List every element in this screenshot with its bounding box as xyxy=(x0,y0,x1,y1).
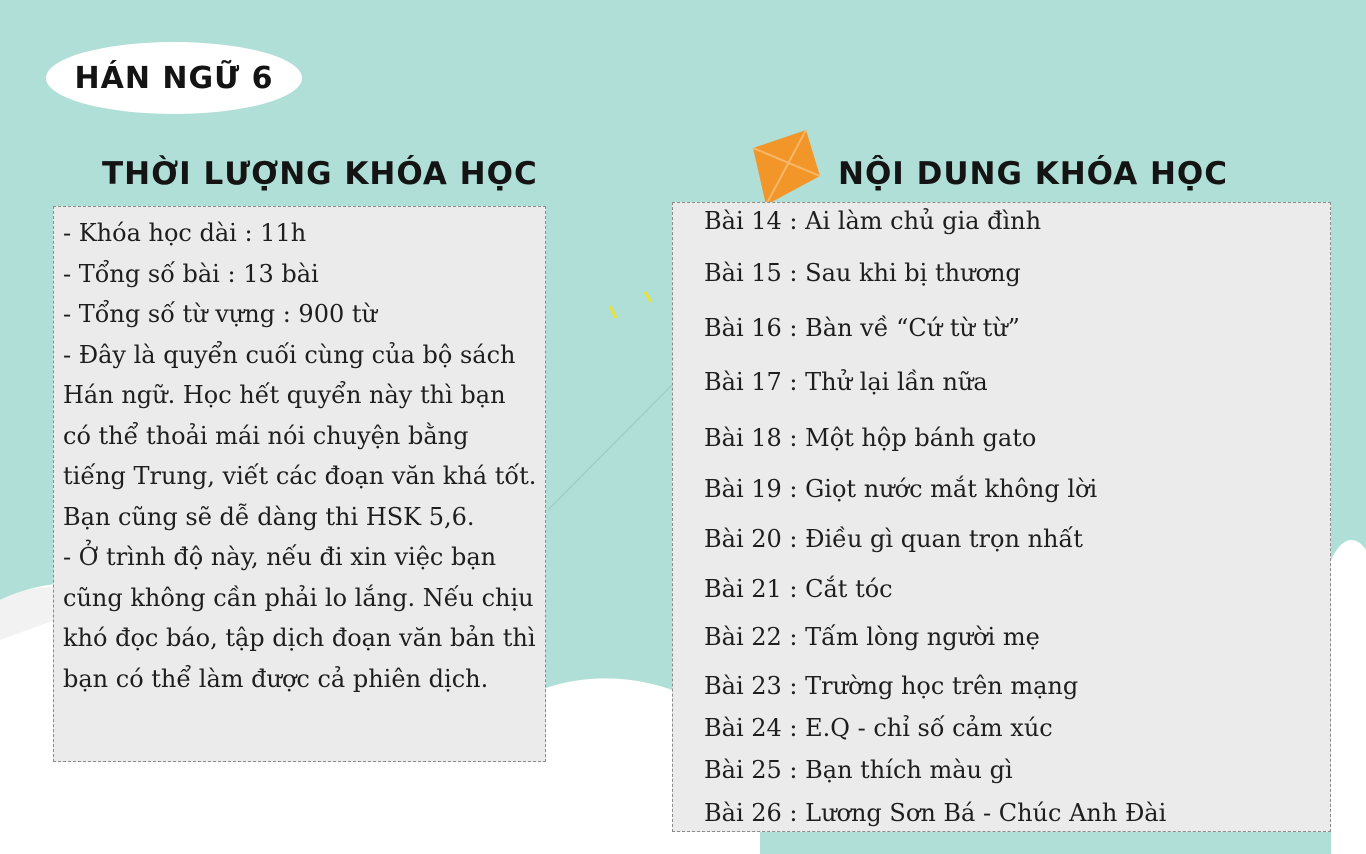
kite-tail-mark xyxy=(610,306,616,318)
lesson-item: Bài 22 : Tấm lòng người mẹ xyxy=(704,623,1040,651)
detail-line: tiếng Trung, viết các đoạn văn khá tốt. xyxy=(63,462,537,490)
detail-line: Hán ngữ. Học hết quyển này thì bạn xyxy=(63,381,506,409)
duration-heading: THỜI LƯỢNG KHÓA HỌC xyxy=(102,156,538,192)
detail-line: - Tổng số từ vựng : 900 từ xyxy=(63,300,377,328)
lesson-item: Bài 18 : Một hộp bánh gato xyxy=(704,424,1037,452)
lesson-item: Bài 16 : Bàn về “Cứ từ từ” xyxy=(704,314,1020,342)
lesson-item: Bài 17 : Thử lại lần nữa xyxy=(704,368,988,396)
lesson-item: Bài 15 : Sau khi bị thương xyxy=(704,259,1021,287)
detail-line: Bạn cũng sẽ dễ dàng thi HSK 5,6. xyxy=(63,502,475,531)
content-heading: NỘI DUNG KHÓA HỌC xyxy=(838,156,1229,192)
kite-icon xyxy=(753,130,820,205)
lesson-item: Bài 20 : Điều gì quan trọn nhất xyxy=(704,525,1083,553)
lesson-item: Bài 26 : Lương Sơn Bá - Chúc Anh Đài xyxy=(704,799,1167,827)
course-badge xyxy=(46,42,302,114)
detail-line: bạn có thể làm được cả phiên dịch. xyxy=(63,664,489,693)
lesson-item: Bài 14 : Ai làm chủ gia đình xyxy=(704,207,1042,235)
lesson-item: Bài 24 : E.Q - chỉ số cảm xúc xyxy=(704,714,1053,742)
lesson-item: Bài 23 : Trường học trên mạng xyxy=(704,672,1079,700)
kite-string xyxy=(548,385,672,510)
lesson-item: Bài 21 : Cắt tóc xyxy=(704,575,893,603)
detail-line: có thể thoải mái nói chuyện bằng xyxy=(63,421,469,450)
detail-line: - Đây là quyển cuối cùng của bộ sách xyxy=(63,340,516,369)
duration-panel xyxy=(53,206,546,762)
lesson-item: Bài 19 : Giọt nước mắt không lời xyxy=(704,475,1098,503)
kite-tail-mark xyxy=(645,292,651,302)
detail-line: - Khóa học dài : 11h xyxy=(63,219,307,247)
lesson-item: Bài 25 : Bạn thích màu gì xyxy=(704,756,1013,784)
detail-line: - Tổng số bài : 13 bài xyxy=(63,259,319,288)
detail-line: cũng không cần phải lo lắng. Nếu chịu xyxy=(63,583,534,612)
detail-line: khó đọc báo, tập dịch đoạn văn bản thì xyxy=(63,624,536,652)
lessons-panel xyxy=(672,202,1331,832)
course-title: HÁN NGỮ 6 xyxy=(74,60,274,96)
detail-line: - Ở trình độ này, nếu đi xin việc bạn xyxy=(63,543,497,571)
cloud-shape xyxy=(1331,540,1366,854)
